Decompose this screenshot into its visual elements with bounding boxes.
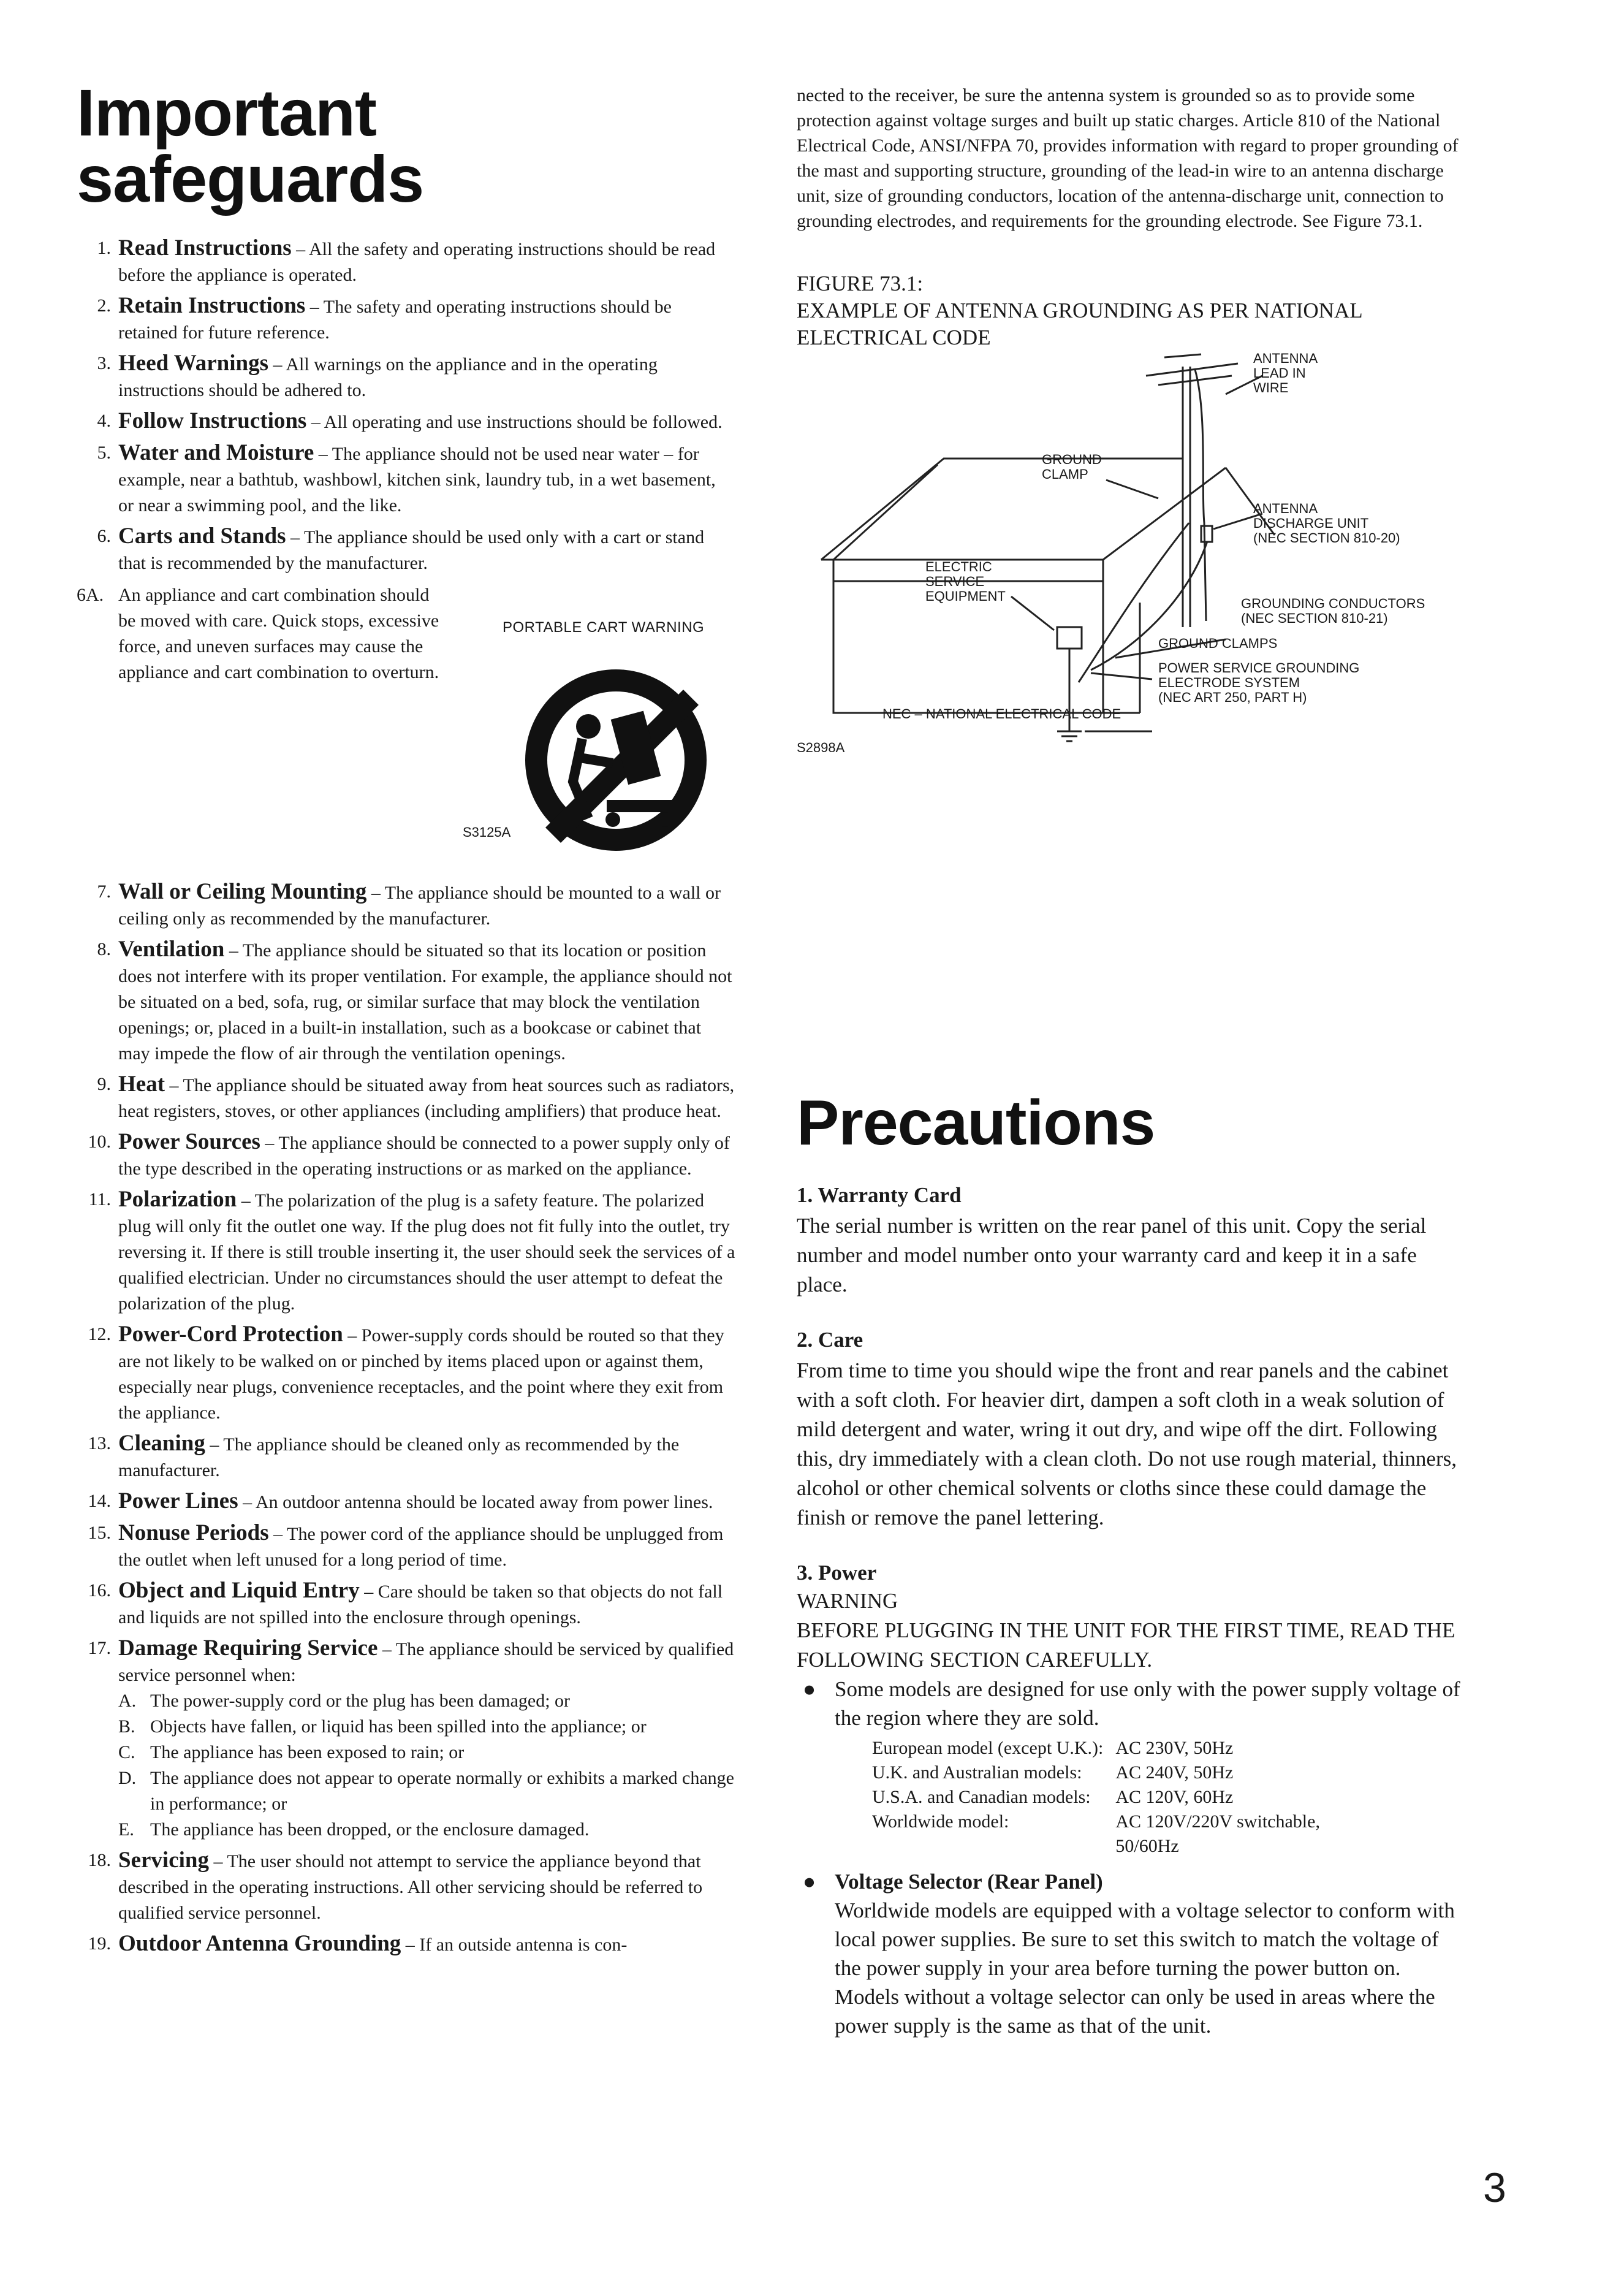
cart-warning-label: PORTABLE CART WARNING bbox=[503, 619, 705, 636]
table-row: European model (except U.K.): AC 230V, 50Hz bbox=[872, 1738, 1234, 1758]
voltage-table bbox=[872, 1736, 1385, 1859]
power-service-label: POWER SERVICE GROUNDING ELECTRODE SYSTEM (NEC ART 250, PART H) bbox=[1158, 660, 1360, 705]
diagram-code: S2898A bbox=[797, 740, 845, 755]
list-item: C. The appliance has been exposed to rain; or bbox=[118, 1742, 465, 1762]
list-item: 5. Water and Moisture – The appliance should not be used near water – for example, near a bathtub, washbowl, kitchen sink, laundry tub, in a wet basement, or near a swimming pool, and the like. bbox=[97, 440, 716, 516]
bullet-icon: ● bbox=[803, 1677, 816, 1701]
figure-number: FIGURE 73.1: bbox=[797, 272, 924, 295]
list-item: B. Objects have fallen, or liquid has been spilled into the appliance; or bbox=[118, 1716, 647, 1737]
list-item: 15. Nonuse Periods – The power cord of the appliance should be unplugged from the outlet when left unused for a long period of time. bbox=[88, 1520, 724, 1570]
power-warning-label: WARNING bbox=[797, 1589, 898, 1613]
list-item: 6. Carts and Stands – The appliance should be used only with a cart or stand that is recommended by the manufacturer. bbox=[97, 524, 705, 573]
list-item: 16. Object and Liquid Entry – Care should be taken so that objects do not fall and liquids are not spilled into the enclosure through openings. bbox=[88, 1578, 723, 1628]
list-item: 11. Polarization – The polarization of the plug is a safety feature. The polarized plug will only fit the outlet one way. If the plug does not fit fully into the outlet, try reversing it. If there is still trouble inserting it, the user should seek the services of a qualified electrician. Under no circumstances should the user attempt to defeat the polarization of the plug. bbox=[88, 1187, 735, 1314]
warranty-heading: 1. Warranty Card bbox=[797, 1183, 962, 1207]
care-heading: 2. Care bbox=[797, 1328, 863, 1352]
power-heading: 3. Power bbox=[797, 1561, 877, 1585]
item-6a-block bbox=[77, 582, 735, 864]
care-text: From time to time you should wipe the front and rear panels and the cabinet with a soft cloth. For heavier dirt, dampen a soft cloth in a weak solution of mild detergent and water, wring it out dry, and wipe off the dirt. Following this, dry immediately with a clean cloth. Do not use rough material, thinners, alcohol or other chemical solvents or cloths since these could damage the finish or remove the panel lettering. bbox=[797, 1358, 1457, 1529]
list-item: 8. Ventilation – The appliance should be situated so that its location or position does not interfere with its proper ventilation. For example, the appliance should not be situated on a bed, sofa, rug, or similar surface that may block the ventilation openings; or, placed in a built-in installation, such as a bookcase or cabinet that may impede the flow of air through the ventilation openings. bbox=[97, 937, 732, 1064]
nec-footnote: NEC – NATIONAL ELECTRICAL CODE bbox=[882, 706, 1121, 721]
list-item: 3. Heed Warnings – All warnings on the appliance and in the operating instructions should be adhered to. bbox=[97, 351, 658, 400]
list-item: 18. Servicing – The user should not attempt to service the appliance beyond that described in the operating instructions. All other servicing should be referred to qualified service personnel. bbox=[88, 1848, 703, 1923]
bullet-icon: ● bbox=[803, 1870, 816, 1894]
cart-figure-code: S3125A bbox=[463, 824, 511, 840]
electric-service-label: ELECTRIC SERVICE EQUIPMENT bbox=[925, 559, 1006, 604]
item-6a: 6A. An appliance and cart combination should be moved with care. Quick stops, excessive force, and uneven surfaces may cause the appliance and cart combination to overturn. bbox=[77, 585, 439, 682]
list-item: A. The power-supply cord or the plug has been damaged; or bbox=[118, 1691, 571, 1711]
ground-clamp-label: GROUND CLAMP bbox=[1042, 452, 1102, 482]
precautions-title: Precautions bbox=[797, 1087, 1155, 1159]
table-row: U.K. and Australian models: AC 240V, 50Hz bbox=[872, 1762, 1234, 1783]
list-item: 10. Power Sources – The appliance should be connected to a power supply only of the type described in the operating instructions or as marked on the appliance. bbox=[88, 1129, 730, 1179]
discharge-unit-label: ANTENNA DISCHARGE UNIT (NEC SECTION 810-20) bbox=[1253, 501, 1400, 546]
figure-title: EXAMPLE OF ANTENNA GROUNDING AS PER NATIONAL ELECTRICAL CODE bbox=[797, 299, 1362, 349]
antenna-grounding-diagram bbox=[797, 339, 1462, 927]
damage-conditions-list bbox=[118, 1688, 735, 1843]
voltage-selector-text: Worldwide models are equipped with a voltage selector to conform with local power supplies. Be sure to set this switch to match the voltage of the power supply in your area before turning the power button on. Models without a voltage selector can only be used in areas where the power supply is the same as that of the unit. bbox=[835, 1898, 1455, 2038]
ground-clamps-label: GROUND CLAMPS bbox=[1158, 636, 1278, 651]
list-item: 4. Follow Instructions – All operating and use instructions should be followed. bbox=[97, 408, 723, 433]
voltage-bullet: ● Some models are designed for use only with the power supply voltage of the region where they are sold. bbox=[797, 1675, 1462, 1732]
precautions-section bbox=[797, 1087, 1462, 2040]
list-item: 19. Outdoor Antenna Grounding – If an outside antenna is con- bbox=[88, 1931, 628, 1956]
safeguards-list-b bbox=[77, 879, 735, 1958]
power-warning-text: BEFORE PLUGGING IN THE UNIT FOR THE FIRST TIME, READ THE FOLLOWING SECTION CAREFULLY. bbox=[797, 1618, 1455, 1672]
house-diagram-graphic bbox=[797, 339, 1462, 805]
list-item: 1. Read Instructions – All the safety and operating instructions should be read before the appliance is operated. bbox=[97, 235, 716, 285]
list-item: 7. Wall or Ceiling Mounting – The appliance should be mounted to a wall or ceiling only as recommended by the manufacturer. bbox=[97, 879, 721, 929]
safeguards-title: Important safeguards bbox=[77, 75, 424, 216]
safeguards-list-a bbox=[77, 235, 735, 576]
list-item: D. The appliance does not appear to operate normally or exhibits a marked change in performance; or bbox=[118, 1768, 734, 1814]
antenna-grounding-column bbox=[797, 83, 1462, 927]
list-item: E. The appliance has been dropped, or the enclosure damaged. bbox=[118, 1819, 590, 1840]
antenna-lead-label: ANTENNA LEAD IN WIRE bbox=[1253, 351, 1318, 395]
cart-warning-icon bbox=[515, 659, 717, 861]
safeguards-column bbox=[77, 75, 735, 1963]
warranty-text: The serial number is written on the rear panel of this unit. Copy the serial number and model number onto your warranty card and keep it in a safe place. bbox=[797, 1214, 1427, 1296]
page-number: 3 bbox=[1483, 2164, 1506, 2211]
list-item: 14. Power Lines – An outdoor antenna should be located away from power lines. bbox=[88, 1488, 713, 1513]
voltage-selector-bullet: ● Voltage Selector (Rear Panel) bbox=[797, 1867, 1462, 1896]
list-item: 12. Power-Cord Protection – Power-supply cords should be routed so that they are not likely to be walked on or pinched by items placed upon or against them, especially near plugs, convenience receptacles, and the point where they exit from the appliance. bbox=[88, 1322, 724, 1423]
table-row: Worldwide model: AC 120V/220V switchable, 50/60Hz bbox=[872, 1811, 1320, 1856]
grounding-conductors-label: GROUNDING CONDUCTORS (NEC SECTION 810-21) bbox=[1241, 596, 1425, 626]
list-item: 2. Retain Instructions – The safety and operating instructions should be retained for future reference. bbox=[97, 293, 672, 343]
table-row: U.S.A. and Canadian models: AC 120V, 60Hz bbox=[872, 1787, 1234, 1807]
list-item: 9. Heat – The appliance should be situated away from heat sources such as radiators, heat registers, stoves, or other appliances (including amplifiers) that produce heat. bbox=[97, 1072, 735, 1121]
list-item: 13. Cleaning – The appliance should be cleaned only as recommended by the manufacturer. bbox=[88, 1431, 680, 1480]
list-item: 17. Damage Requiring Service – The appliance should be serviced by qualified service personnel when: A. The power-supply cord or the plug has been damaged; or B. Objects have fallen, or liquid has been spilled into the appliance; or C. The appliance has been exposed to rain; or D. The appliance does not appear to operate normally or exhibits a marked change in performance; or E. The appliance has been dropped, or the enclosure damaged. bbox=[77, 1635, 735, 1843]
antenna-grounding-continued: nected to the receiver, be sure the antenna system is grounded so as to provide some protection against voltage surges and built up static charges. Article 810 of the National Electrical Code, ANSI/NFPA 70, provides information with regard to proper grounding of the mast and supporting structure, grounding of the lead-in wire to an antenna discharge unit, size of grounding conductors, location of the antenna-discharge unit, connection to grounding electrodes, and requirements for the grounding electrode. See Figure 73.1. bbox=[797, 85, 1459, 231]
